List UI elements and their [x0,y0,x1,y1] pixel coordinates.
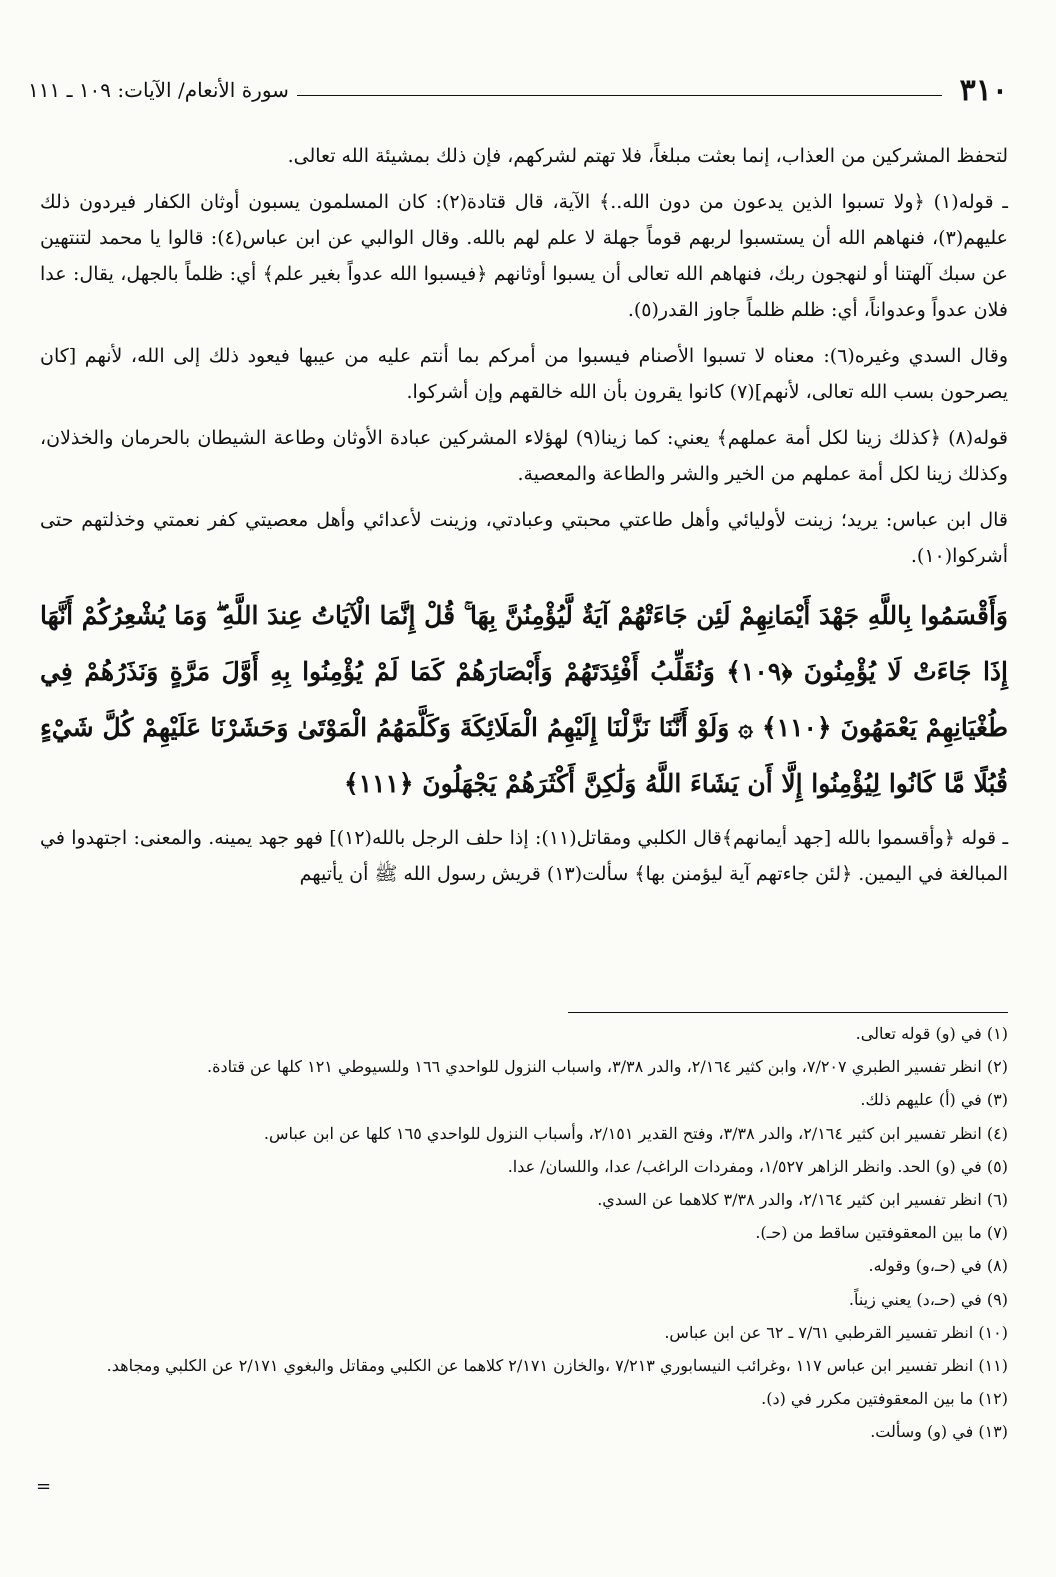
paragraph-4: قوله(٨) ﴿كذلك زينا لكل أمة عملهم﴾ يعني: كما زينا(٩) لهؤلاء المشركين عبادة الأوثان وطاعة الشيطان بالحرمان والخذلان، وكذلك زينا لكل أمة عملهم من الخير والشر والطاعة والمعصية. [40,427,1008,485]
commentary-paragraph: ـ قوله ﴿وأقسموا بالله [جهد أيمانهم﴾قال الكلبي ومقاتل(١١): إذا حلف الرجل بالله(١٢)] فهو جهد يمينه. والمعنى: اجتهدوا في المبالغة في اليمين. ﴿لئن جاءتهم آية ليؤمنن بها﴾ سألت(١٣) قريش رسول الله ﷺ أن يأتيهم [40,827,1009,885]
footnote-separator [568,1012,1008,1013]
paragraph-2: ـ قوله(١) ﴿ولا تسبوا الذين يدعون من دون الله..﴾ الآية، قال قتادة(٢): كان المسلمون يسبون أوثان الكفار فيردون ذلك عليهم(٣)، فنهاهم الله أن يستسبوا لربهم قوماً جهلة لا علم لهم بالله. وقال الوالبي عن ابن عباس(٤): قالوا يا محمد لتنتهين عن سبك آلهتنا أو لنهجون ربك، فنهاهم الله تعالى أن يسبوا أوثانهم ﴿فيسبوا الله عدواً بغير علم﴾ أي: ظلماً بالجهل، يقال: عدا فلان عدواً وعدواناً، أي: ظلم ظلماً جاوز القدر(٥). [40,191,1008,321]
footnote: (٨) في (حـ،و) وقوله. [868,1256,1008,1276]
footnotes [40,1022,1008,1453]
footnote: (٣) في (أ) عليهم ذلك. [860,1090,1008,1110]
paragraph-3: وقال السدي وغيره(٦): معناه لا تسبوا الأصنام فيسبوا من أمركم بما أنتم عليه من عيبها فيعود ذلك إلى الله، لأنهم [كان يصرحون بسب الله تعالى، لأنهم](٧) كانوا يقرون بأن الله خالقهم وإن أشركوا. [40,345,1008,403]
header-rule [297,95,942,96]
footnote: (١٠) انظر تفسير القرطبي ٧/٦١ ـ ٦٢ عن ابن عباس. [664,1322,1008,1342]
footnote: (١) في (و) قوله تعالى. [855,1024,1008,1043]
running-head: سورة الأنعام/ الآيات: ١٠٩ ـ ١١١ [28,78,289,102]
footnote: (٧) ما بين المعقوفتين ساقط من (حـ). [755,1223,1008,1243]
paragraph-1: لتحفظ المشركين من العذاب، إنما بعثت مبلغاً، فلا تهتم لشركهم، فإن ذلك بمشيئة الله تعالى. [287,145,1008,167]
paragraph-5: قال ابن عباس: يريد؛ زينت لأوليائي وأهل طاعتي محبتي وعبادتي، وزينت لأعدائي وأهل معصيتي كفر نعمتي وخذلتهم حتى أشركوا(١٠). [40,509,1008,567]
footnote: (٥) في (و) الحد. وانظر الزاهر ١/٥٢٧، ومفردات الراغب/ عدا، واللسان/ عدا. [507,1156,1008,1176]
page-number: ٣١٠ [959,72,1008,108]
footnote: (٢) انظر تفسير الطبري ٧/٢٠٧، وابن كثير ٢/١٦٤، والدر ٣/٣٨، واسباب النزول للواحدي ١٦٦ وللسيوطي ١٢١ كلها عن قتادة. [207,1057,1008,1077]
footnote: (٩) في (حـ،د) يعني زيناً. [848,1289,1008,1309]
footnote: (١٣) في (و) وسألت. [870,1422,1008,1442]
footnote: (١٢) ما بين المعقوفتين مكرر في (د). [761,1389,1008,1409]
main-text [40,138,1008,902]
page-continuation-mark: = [36,1476,52,1497]
footnote: (١١) انظر تفسير ابن عباس ١١٧ ،وغرائب النيسابوري ٧/٢١٣ ،والخازن ٢/١٧١ كلاهما عن الكلبي ومقاتل والبغوي ٢/١٧١ عن الكلبي ومجاهد. [106,1355,1008,1375]
footnote: (٦) انظر تفسير ابن كثير ٢/١٦٤، والدر ٣/٣٨ كلاهما عن السدي. [597,1189,1008,1209]
footnote: (٤) انظر تفسير ابن كثير ٢/١٦٤، والدر ٣/٣٨، وفتح القدير ٢/١٥١، وأسباب النزول للواحدي ١٦٥ كلها عن ابن عباس. [263,1123,1008,1143]
quran-verses: وَأَقْسَمُوا بِاللَّهِ جَهْدَ أَيْمَانِهِمْ لَئِن جَاءَتْهُمْ آيَةٌ لَّيُؤْمِنُنَّ بِهَا ۚ قُلْ إِنَّمَا الْآيَاتُ عِندَ اللَّهِ ۖ وَمَا يُشْعِرُكُمْ أَنَّهَا إِذَا جَاءَتْ لَا يُؤْمِنُونَ ﴿١٠٩﴾ وَنُقَلِّبُ أَفْئِدَتَهُمْ وَأَبْصَارَهُمْ كَمَا لَمْ يُؤْمِنُوا بِهِ أَوَّلَ مَرَّةٍ وَنَذَرُهُمْ فِي طُغْيَانِهِمْ يَعْمَهُونَ ﴿١١٠﴾ ۞ وَلَوْ أَنَّنَا نَزَّلْنَا إِلَيْهِمُ الْمَلَائِكَةَ وَكَلَّمَهُمُ الْمَوْتَىٰ وَحَشَرْنَا عَلَيْهِمْ كُلَّ شَيْءٍ قُبُلًا مَّا كَانُوا لِيُؤْمِنُوا إِلَّا أَن يَشَاءَ اللَّهُ وَلَٰكِنَّ أَكْثَرَهُمْ يَجْهَلُونَ ﴿١١١﴾ [40,601,1008,798]
page-header [28,70,1008,110]
